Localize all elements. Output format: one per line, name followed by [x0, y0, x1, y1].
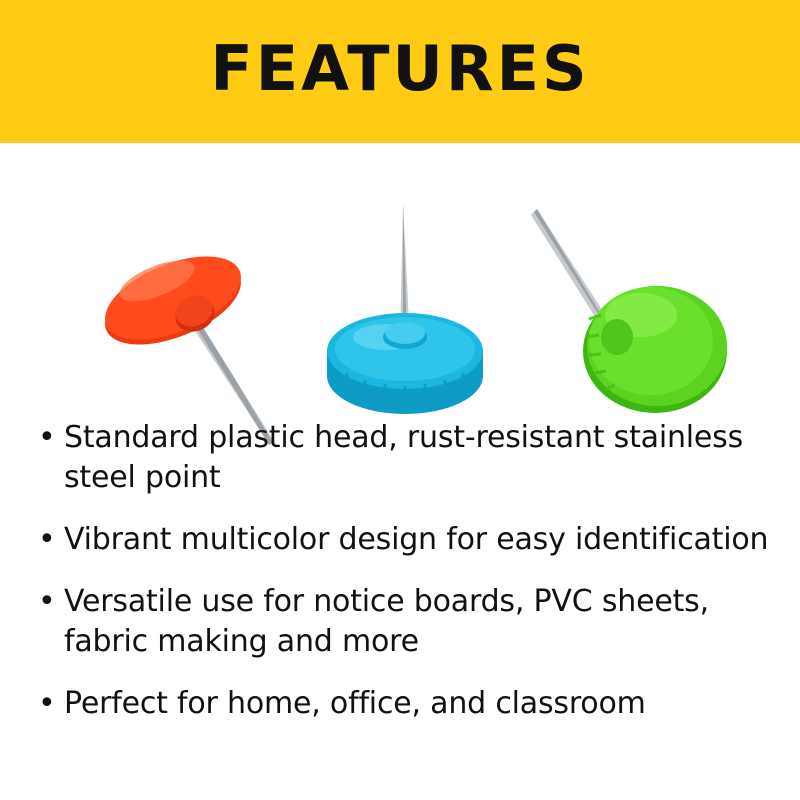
- bullet-icon: •: [38, 420, 56, 455]
- feature-text: Standard plastic head, rust-resistant stainless steel point: [64, 420, 744, 495]
- green-push-pin: [505, 191, 735, 451]
- bullet-icon: •: [38, 686, 56, 721]
- feature-text: Perfect for home, office, and classroom: [64, 686, 646, 721]
- page-title: FEATURES: [210, 31, 590, 105]
- header-banner: [0, 0, 800, 143]
- product-image-area: [0, 143, 800, 405]
- feature-text: Vibrant multicolor design for easy identification: [64, 522, 769, 557]
- features-list: [30, 418, 775, 746]
- list-item: [30, 418, 775, 498]
- bullet-icon: •: [38, 584, 56, 619]
- list-item: [30, 520, 775, 560]
- bullet-icon: •: [38, 522, 56, 557]
- list-item: [30, 684, 775, 724]
- feature-text: Versatile use for notice boards, PVC sheets, fabric making and more: [64, 584, 709, 659]
- list-item: [30, 582, 775, 662]
- blue-push-pin: [315, 191, 495, 451]
